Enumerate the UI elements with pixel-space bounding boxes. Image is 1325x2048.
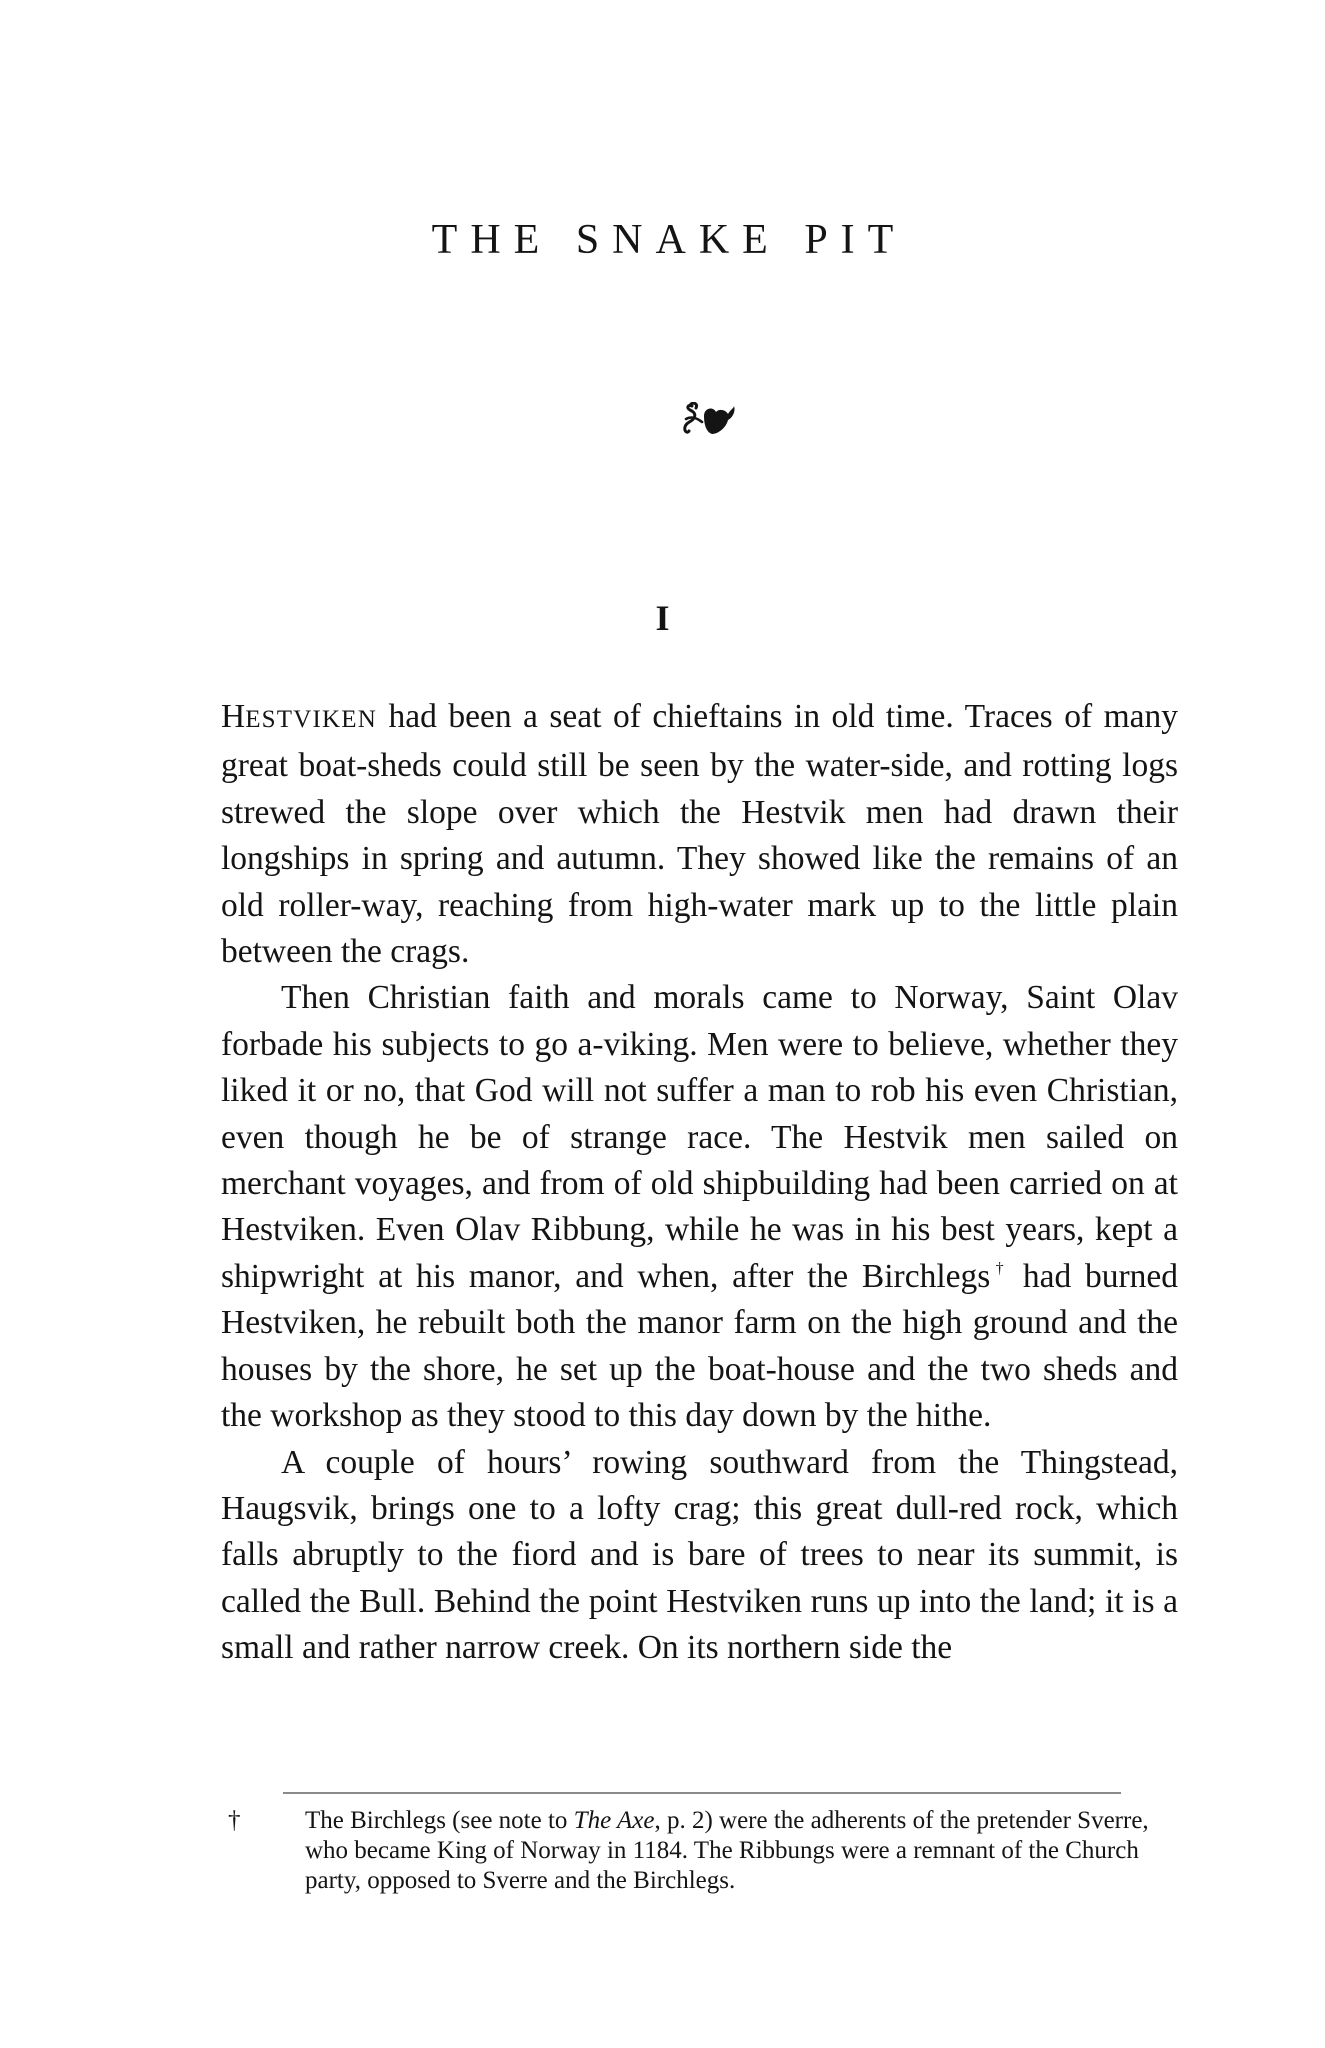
- paragraph-2-text-after: had burned Hestviken, he rebuilt both the manor farm on the high ground and the houses by the shore, he set up the boat-house and the two sheds and the workshop as they stood to this day down by the hithe.: [221, 1257, 1179, 1435]
- footnote-reference[interactable]: †: [990, 1259, 1010, 1277]
- fleuron-icon: [682, 402, 736, 438]
- body-text: [221, 694, 1178, 1672]
- paragraph-3: [221, 1440, 1178, 1672]
- paragraph-1-text: had been a seat of chieftains in old time. Traces of many great boat-sheds could still be seen by the water-side, and rotting logs strewed the slope over which the Hestvik men had drawn their longships in spring and autumn. They showed like the remains of an old roller-way, reaching from high-water mark up to the little plain between the crags.: [221, 698, 1178, 971]
- paragraph-3-text: A couple of hours’ rowing southward from the Thingstead, Haugsvik, brings one to a lofty crag; this great dull-red rock, which falls abruptly to the fiord and is bare of trees to near its summit, is called the Bull. Behind the point Hestviken runs up into the land; it is a small and rather narrow creek. On its northern side the: [221, 1443, 1178, 1667]
- paragraph-1: [221, 694, 1178, 975]
- footnote-text-before: The Birchlegs (see note to: [305, 1807, 574, 1834]
- paragraph-2-text-before: Then Christian faith and morals came to Norway, Saint Olav forbade his subjects to go a-viking. Men were to believe, whether they liked it or no, that God will not suffer a man to rob his even Christian, even though he be of strange race. The Hestvik men sailed on merchant voyages, and from of old shipbuilding had been carried on at Hestviken. Even Olav Ribbung, while he was in his best years, kept a shipwright at his manor, and when, after the Birchlegs: [221, 979, 1178, 1295]
- footnote-divider: [283, 1792, 1121, 1794]
- lead-small-caps: ESTVIKEN: [245, 706, 378, 733]
- drop-lead-capital: H: [221, 698, 246, 735]
- chapter-title: THE SNAKE PIT: [431, 217, 907, 263]
- paragraph-2: [221, 975, 1178, 1439]
- section-number: I: [655, 598, 670, 638]
- footnote: [221, 1806, 1181, 1896]
- footnote-italic-title: The Axe: [573, 1807, 655, 1834]
- footnote-text-after: , p. 2) were the adherents of the pretender Sverre, who became King of Norway in 1184. The Ribbungs were a remnant of the Church party, opposed to Sverre and the Birchlegs.: [305, 1807, 1149, 1894]
- footnote-marker: †: [228, 1807, 241, 1834]
- footnote-text: [305, 1806, 1181, 1896]
